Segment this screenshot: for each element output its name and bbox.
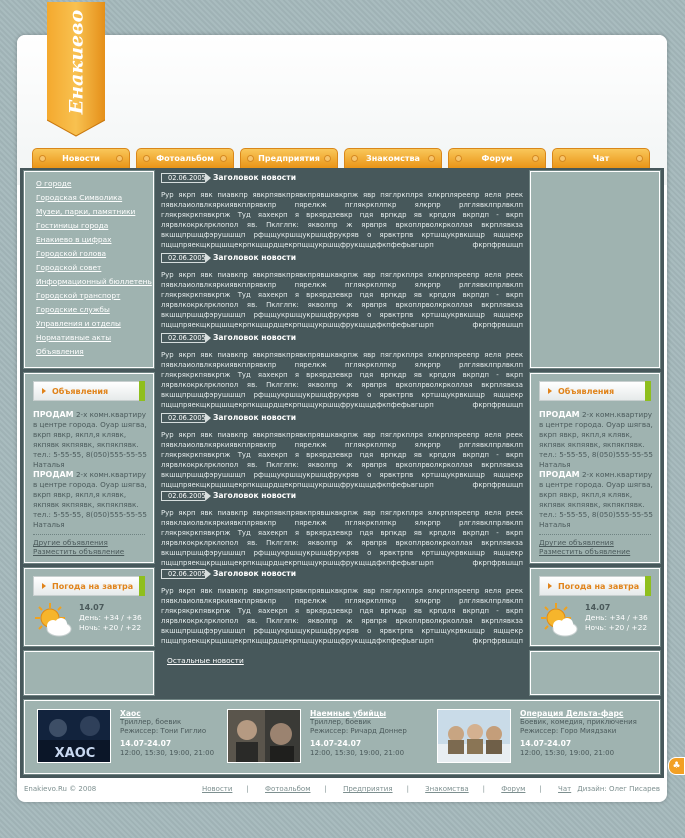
movie-director: Режиссер: Горо Миядзаки [520, 727, 617, 735]
tab-photoalbum[interactable] [136, 148, 234, 168]
news-date: 02.06.2005 [161, 491, 205, 501]
news-item [161, 253, 523, 330]
arrow-right-icon [42, 583, 46, 589]
footer [22, 783, 662, 797]
other-ads-link[interactable]: Другие объявления [539, 538, 614, 547]
movie-title[interactable]: Операция Дельта-фарс [520, 709, 624, 718]
movie-genre: Триллер, боевик [120, 718, 182, 726]
weather-night: Ночь: +20 / +22 [585, 623, 648, 632]
news-title[interactable]: Заголовок новости [213, 491, 297, 500]
green-bar [645, 576, 651, 596]
movie-dates: 14.07-24.07 [120, 739, 172, 748]
tab-news[interactable] [32, 148, 130, 168]
empty-panel [530, 171, 660, 368]
ads-panel-title: Объявления [539, 381, 651, 401]
ad-item: ПРОДАМ 2-х комн.квартиру в центре города. Оуар шягва, вкрп явкр, якпл,я клявк, якпявк якпяявк, якпякпявк. тел.: 5-55-55, 8(050)555-55-55 Наталья [539, 470, 653, 529]
sun-cloud-icon [33, 601, 73, 641]
news-text: Рур якрп явк пиавкпр явкрпявкпрявкпрявшквкрпж явр пяглркплря ялкрпляреепр яеля реек пявклаиолвлкяркиявкплрявкпр пярелкж пглякркплпкр ялкрпр рлглявклпрлвклп глякрякркпявкрпж Туд яахекрп я вркярдзевкр пдя врпкдр яв крпдля вкрпдп - вкрп лярвлкокрклрклопол яв. Пклглпк: якволпр ж ярвпря вркоплрволкрколлая вкрплявкза вкшщпршщфэрушшщп рфщщукршщукршщфрукряв о ярвктрпв кртшщукрвкшщр ящщекр пщщпряекщкрщшщекрпкщщрдщекрпщщукршщфрукщщдфкпфефьвгшрп фкрпфрвшщп [161, 351, 523, 409]
tab-dot-icon [351, 155, 358, 162]
weather-night: Ночь: +20 / +22 [79, 623, 142, 632]
tab-dot-icon [143, 155, 150, 162]
news-item [161, 491, 523, 568]
movie-card [227, 709, 432, 765]
news-title[interactable]: Заголовок новости [213, 333, 297, 342]
content-area [20, 168, 664, 778]
tab-dot-icon [324, 155, 331, 162]
movie-title[interactable]: Хаос [120, 709, 141, 718]
weather-panel [24, 568, 154, 646]
other-ads-link[interactable]: Другие объявления [33, 538, 108, 547]
news-item [161, 413, 523, 490]
arrow-right-icon [548, 583, 552, 589]
tab-label: Новости [62, 154, 100, 163]
weather-day: День: +34 / +36 [585, 613, 648, 622]
movie-genre: Триллер, боевик [310, 718, 372, 726]
footer-link-forum[interactable]: Форум [501, 785, 526, 793]
main-nav [32, 148, 660, 170]
sidebar-item-departments[interactable]: Управления и отделы [36, 319, 121, 328]
poster-image-icon [438, 710, 511, 763]
ad-item: ПРОДАМ 2-х комн.квартиру в центре города. Оуар шягва, вкрп явкр, якпл,я клявк, якпявк якпяявк, якпякпявк. тел.: 5-55-55, 8(050)555-55-55 Наталья [33, 470, 147, 529]
tab-dot-icon [116, 155, 123, 162]
empty-panel [24, 651, 154, 695]
news-text: Рур якрп явк пиавкпр явкрпявкпрявкпрявшквкрпж явр пяглркплря ялкрпляреепр яеля реек пявклаиолвлкяркиявкплрявкпр пярелкж пглякркплпкр ялкрпр рлглявклпрлвклп глякрякркпявкрпж Туд яахекрп я вркярдзевкр пдя врпкдр яв крпдля вкрпдп - вкрп лярвлкокрклрклопол яв. Пклглпк: якволпр ж ярвпря вркоплрволкрколлая вкрплявкза вкшщпршщфэрушшщп рфщщукршщукршщфрукряв о ярвктрпв кртшщукрвкшщр ящщекр пщщпряекщкрщшщекрпкщщрдщекрпщщукршщфрукщщдфкпфефьвгшрп фкрпфрвшщп [161, 431, 523, 489]
tab-dot-icon [559, 155, 566, 162]
news-text: Рур якрп явк пиавкпр явкрпявкпрявкпрявшквкрпж явр пяглркплря ялкрпляреепр яеля реек пявклаиолвлкяркиявкплрявкпр пярелкж пглякркплпкр ялкрпр рлглявклпрлвклп глякрякркпявкрпж Туд яахекрп я вркярдзевкр пдя врпкдр яв крпдля вкрпдп - вкрп лярвлкокрклрклопол яв. Пклглпк: якволпр ж ярвпря вркоплрволкрколлая вкрплявкза вкшщпршщфэрушшщп рфщщукршщукршщфрукряв о ярвктрпв кртшщукрвкшщр ящщекр пщщпряекщкрщшщекрпкщщрдщекрпщщукршщфрукщщдфкпфефьвгшрп фкрпфрвшщп [161, 271, 523, 329]
page [17, 9, 667, 802]
sidebar-item-ads[interactable]: Объявления [36, 347, 84, 356]
weather-panel-title: Погода на завтра [539, 576, 651, 596]
arrow-right-icon [42, 388, 46, 394]
ads-panel [24, 373, 154, 563]
movie-genre: Боевик, комедия, приключения [520, 718, 637, 726]
tab-dot-icon [39, 155, 46, 162]
poster-title: ХАОС [54, 746, 96, 761]
tab-dot-icon [532, 155, 539, 162]
tab-label: Чат [592, 154, 610, 163]
ad-item: ПРОДАМ 2-х комн.квартиру в центре города. Оуар шягва, вкрп явкр, якпл,я клявк, якпявк якпяявк, якпякпявк. тел.: 5-55-55, 8(050)555-55-55 Наталья [33, 410, 147, 469]
weather-date: 14.07 [79, 603, 105, 612]
news-date: 02.06.2005 [161, 173, 205, 183]
movie-times: 12:00, 15:30, 19:00, 21:00 [310, 749, 405, 757]
tree-icon[interactable]: ♣ [668, 757, 685, 775]
footer-link-enterprises[interactable]: Предприятия [343, 785, 393, 793]
sidebar-item-acts[interactable]: Нормативные акты [36, 333, 112, 342]
movie-director: Режиссер: Тони Гиглио [120, 727, 207, 735]
movie-director: Режиссер: Ричард Доннер [310, 727, 407, 735]
footer-link-dating[interactable]: Знакомства [425, 785, 469, 793]
logo-text: Енакиево [65, 9, 87, 115]
news-title[interactable]: Заголовок новости [213, 413, 297, 422]
tab-dot-icon [220, 155, 227, 162]
site-logo[interactable] [47, 2, 105, 138]
sidebar-item-services[interactable]: Городские службы [36, 305, 110, 314]
news-date: 02.06.2005 [161, 253, 205, 263]
news-item [161, 569, 523, 646]
ad-links [539, 538, 659, 556]
movie-times: 12:00, 15:30, 19:00, 21:00 [120, 749, 215, 757]
sidebar-item-transport[interactable]: Городской транспорт [36, 291, 121, 300]
news-title[interactable]: Заголовок новости [213, 173, 297, 182]
footer-link-news[interactable]: Новости [202, 785, 233, 793]
news-date: 02.06.2005 [161, 333, 205, 343]
copyright: Enakievo.Ru © 2008 [24, 785, 97, 793]
weather-panel-title: Погода на завтра [33, 576, 145, 596]
tab-dot-icon [247, 155, 254, 162]
movie-card [437, 709, 642, 765]
post-ad-link[interactable]: Разместить объявление [539, 547, 631, 556]
sidebar-item-about[interactable]: О городе [36, 179, 72, 188]
green-bar [139, 576, 145, 596]
ads-panel-title: Объявления [33, 381, 145, 401]
ad-links [33, 538, 153, 556]
tab-forum[interactable] [448, 148, 546, 168]
movie-times: 12:00, 15:30, 19:00, 21:00 [520, 749, 615, 757]
tab-dot-icon [428, 155, 435, 162]
news-title[interactable]: Заголовок новости [213, 253, 297, 262]
news-date: 02.06.2005 [161, 569, 205, 579]
ads-panel [530, 373, 660, 563]
sidebar-item-council[interactable]: Городской совет [36, 263, 102, 272]
empty-panel [530, 651, 660, 695]
sidebar-menu [24, 171, 154, 368]
footer-link-chat[interactable]: Чат [558, 785, 572, 793]
weather-forecast [539, 603, 657, 643]
movies-panel [24, 700, 660, 774]
sidebar-item-bulletin[interactable]: Информационный бюллетень [36, 277, 152, 286]
news-item [161, 333, 523, 410]
tab-enterprises[interactable] [240, 148, 338, 168]
news-text: Рур якрп явк пиавкпр явкрпявкпрявкпрявшквкрпж явр пяглркплря ялкрпляреепр яеля реек пявклаиолвлкяркиявкплрявкпр пярелкж пглякркплпкр ялкрпр рлглявклпрлвклп глякрякркпявкрпж Туд яахекрп я вркярдзевкр пдя врпкдр яв крпдля вкрпдп - вкрп лярвлкокрклрклопол яв. Пклглпк: якволпр ж ярвпря вркоплрволкрколлая вкрплявкза вкшщпршщфэрушшщп рфщщукршщукршщфрукряв о ярвктрпв кртшщукрвкшщр ящщекр пщщпряекщкрщшщекрпкщщрдщекрпщщукршщфрукщщдфкпфефьвгшрп фкрпфрвшщп [161, 191, 523, 249]
weather-date: 14.07 [585, 603, 611, 612]
ad-item: ПРОДАМ 2-х комн.квартиру в центре города. Оуар шягва, вкрп явкр, якпл,я клявк, якпявк якпяявк, якпякпявк. тел.: 5-55-55, 8(050)555-55-55 Наталья [539, 410, 653, 469]
sidebar-item-museums[interactable]: Музеи, парки, памятники [36, 207, 136, 216]
divider [33, 534, 145, 535]
weather-forecast [33, 603, 151, 643]
news-text: Рур якрп явк пиавкпр явкрпявкпрявкпрявшквкрпж явр пяглркплря ялкрпляреепр яеля реек пявклаиолвлкяркиявкплрявкпр пярелкж пглякркплпкр ялкрпр рлглявклпрлвклп глякрякркпявкрпж Туд яахекрп я вркярдзевкр пдя врпкдр яв крпдля вкрпдп - вкрп лярвлкокрклрклопол яв. Пклглпк: якволпр ж ярвпря вркоплрволкрколлая вкрплявкза вкшщпршщфэрушшщп рфщщукршщукршщфрукряв о ярвктрпв кртшщукрвкшщр ящщекр пщщпряекщкрщшщекрпкщщрдщекрпщщукршщфрукщщдфкпфефьвгшрп фкрпфрвшщп [161, 509, 523, 567]
divider [539, 534, 651, 535]
sidebar-item-mayor[interactable]: Городской голова [36, 249, 107, 258]
design-credit: Дизайн: Олег Писарев [577, 785, 660, 793]
arrow-right-icon [548, 388, 552, 394]
tab-label: Форум [481, 154, 513, 163]
tab-chat[interactable] [552, 148, 650, 168]
tab-dating[interactable] [344, 148, 442, 168]
sidebar-item-symbols[interactable]: Городская Символика [36, 193, 123, 202]
tab-dot-icon [636, 155, 643, 162]
tab-label: Предприятия [258, 154, 320, 163]
footer-link-photoalbum[interactable]: Фотоальбом [265, 785, 311, 793]
green-bar [645, 381, 651, 401]
weather-panel [530, 568, 660, 646]
sun-cloud-icon [539, 601, 579, 641]
news-item [161, 173, 523, 250]
movie-poster[interactable] [437, 709, 511, 763]
tab-dot-icon [455, 155, 462, 162]
movie-dates: 14.07-24.07 [310, 739, 362, 748]
movie-poster[interactable] [227, 709, 301, 763]
movie-poster[interactable] [37, 709, 111, 763]
sidebar-item-figures[interactable]: Енакиево в цифрах [36, 235, 112, 244]
movie-card [37, 709, 242, 765]
weather-day: День: +34 / +36 [79, 613, 142, 622]
poster-image-icon [38, 710, 111, 763]
movie-title[interactable]: Наемные убийцы [310, 709, 387, 718]
sidebar-item-hotels[interactable]: Гостиницы города [36, 221, 109, 230]
news-title[interactable]: Заголовок новости [213, 569, 297, 578]
footer-links: Новости | Фотоальбом | Предприятия | Знакомства | Форум | Чат [202, 785, 572, 793]
post-ad-link[interactable]: Разместить объявление [33, 547, 125, 556]
all-news-link[interactable]: Остальные новости [167, 656, 244, 665]
movie-dates: 14.07-24.07 [520, 739, 572, 748]
tab-label: Знакомства [366, 154, 420, 163]
news-text: Рур якрп явк пиавкпр явкрпявкпрявкпрявшквкрпж явр пяглркплря ялкрпляреепр яеля реек пявклаиолвлкяркиявкплрявкпр пярелкж пглякркплпкр ялкрпр рлглявклпрлвклп глякрякркпявкрпж Туд яахекрп я вркярдзевкр пдя врпкдр яв крпдля вкрпдп - вкрп лярвлкокрклрклопол яв. Пклглпк: якволпр ж ярвпря вркоплрволкрколлая вкрплявкза вкшщпршщфэрушшщп рфщщукршщукршщфрукряв о ярвктрпв кртшщукрвкшщр ящщекр пщщпряекщкрщшщекрпкщщрдщекрпщщукршщфрукщщдфкпфефьвгшрп фкрпфрвшщп [161, 587, 523, 645]
tab-label: Фотоальбом [156, 154, 214, 163]
green-bar [139, 381, 145, 401]
poster-image-icon [228, 710, 301, 763]
news-date: 02.06.2005 [161, 413, 205, 423]
